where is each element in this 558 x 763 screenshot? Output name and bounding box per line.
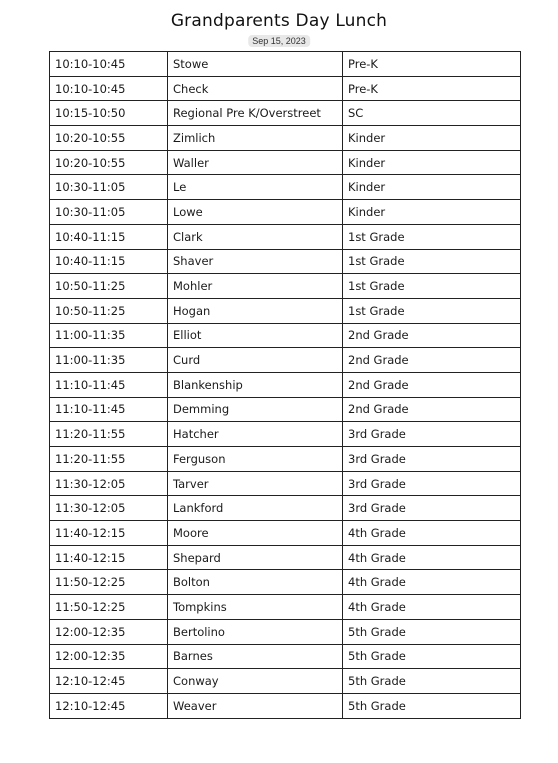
page-title: Grandparents Day Lunch — [170, 11, 388, 31]
time-cell: 10:15-10:50 — [50, 101, 168, 126]
grade-cell: 2nd Grade — [343, 397, 521, 422]
grade-cell: Kinder — [343, 175, 521, 200]
teacher-cell: Weaver — [168, 693, 343, 718]
grade-cell: Kinder — [343, 200, 521, 225]
grade-cell: 2nd Grade — [343, 372, 521, 397]
grade-cell: 2nd Grade — [343, 348, 521, 373]
table-row — [50, 521, 521, 546]
table-row — [50, 447, 521, 472]
teacher-cell: Le — [168, 175, 343, 200]
grade-cell: 5th Grade — [343, 619, 521, 644]
table-row — [50, 693, 521, 718]
grade-cell: 5th Grade — [343, 644, 521, 669]
table-row — [50, 224, 521, 249]
time-cell: 10:20-10:55 — [50, 150, 168, 175]
teacher-cell: Tompkins — [168, 595, 343, 620]
time-cell: 11:30-12:05 — [50, 471, 168, 496]
teacher-cell: Ferguson — [168, 447, 343, 472]
time-cell: 10:10-10:45 — [50, 52, 168, 77]
teacher-cell: Shepard — [168, 545, 343, 570]
grade-cell: 1st Grade — [343, 224, 521, 249]
teacher-cell: Zimlich — [168, 126, 343, 151]
table-row — [50, 175, 521, 200]
teacher-cell: Conway — [168, 669, 343, 694]
table-row — [50, 570, 521, 595]
table-row — [50, 76, 521, 101]
grade-cell: Pre-K — [343, 76, 521, 101]
table-row — [50, 619, 521, 644]
table-row — [50, 200, 521, 225]
time-cell: 10:50-11:25 — [50, 298, 168, 323]
time-cell: 12:00-12:35 — [50, 619, 168, 644]
time-cell: 12:00-12:35 — [50, 644, 168, 669]
schedule-body — [50, 52, 521, 719]
table-row — [50, 496, 521, 521]
teacher-cell: Mohler — [168, 274, 343, 299]
teacher-cell: Curd — [168, 348, 343, 373]
time-cell: 11:10-11:45 — [50, 397, 168, 422]
table-row — [50, 545, 521, 570]
table-row — [50, 150, 521, 175]
teacher-cell: Hogan — [168, 298, 343, 323]
table-row — [50, 249, 521, 274]
table-row — [50, 101, 521, 126]
grade-cell: SC — [343, 101, 521, 126]
table-row — [50, 52, 521, 77]
teacher-cell: Stowe — [168, 52, 343, 77]
time-cell: 11:20-11:55 — [50, 447, 168, 472]
table-row — [50, 644, 521, 669]
teacher-cell: Clark — [168, 224, 343, 249]
time-cell: 10:50-11:25 — [50, 274, 168, 299]
table-row — [50, 348, 521, 373]
table-row — [50, 397, 521, 422]
teacher-cell: Elliot — [168, 323, 343, 348]
time-cell: 10:30-11:05 — [50, 200, 168, 225]
grade-cell: 3rd Grade — [343, 447, 521, 472]
grade-cell: Kinder — [343, 150, 521, 175]
teacher-cell: Blankenship — [168, 372, 343, 397]
table-row — [50, 422, 521, 447]
teacher-cell: Bolton — [168, 570, 343, 595]
time-cell: 11:40-12:15 — [50, 521, 168, 546]
teacher-cell: Regional Pre K/Overstreet — [168, 101, 343, 126]
time-cell: 11:00-11:35 — [50, 348, 168, 373]
teacher-cell: Waller — [168, 150, 343, 175]
grade-cell: 1st Grade — [343, 274, 521, 299]
teacher-cell: Lowe — [168, 200, 343, 225]
table-row — [50, 669, 521, 694]
teacher-cell: Check — [168, 76, 343, 101]
grade-cell: 2nd Grade — [343, 323, 521, 348]
teacher-cell: Bertolino — [168, 619, 343, 644]
teacher-cell: Shaver — [168, 249, 343, 274]
date-chip[interactable]: Sep 15, 2023 — [248, 35, 310, 47]
table-row — [50, 274, 521, 299]
grade-cell: 5th Grade — [343, 669, 521, 694]
grade-cell: 4th Grade — [343, 595, 521, 620]
time-cell: 11:50-12:25 — [50, 595, 168, 620]
grade-cell: 5th Grade — [343, 693, 521, 718]
grade-cell: 1st Grade — [343, 298, 521, 323]
teacher-cell: Barnes — [168, 644, 343, 669]
time-cell: 10:40-11:15 — [50, 224, 168, 249]
table-row — [50, 298, 521, 323]
time-cell: 11:40-12:15 — [50, 545, 168, 570]
time-cell: 11:10-11:45 — [50, 372, 168, 397]
time-cell: 12:10-12:45 — [50, 693, 168, 718]
table-row — [50, 323, 521, 348]
time-cell: 10:20-10:55 — [50, 126, 168, 151]
teacher-cell: Lankford — [168, 496, 343, 521]
time-cell: 11:50-12:25 — [50, 570, 168, 595]
time-cell: 12:10-12:45 — [50, 669, 168, 694]
grade-cell: 4th Grade — [343, 570, 521, 595]
table-row — [50, 595, 521, 620]
time-cell: 11:30-12:05 — [50, 496, 168, 521]
table-row — [50, 126, 521, 151]
grade-cell: 3rd Grade — [343, 496, 521, 521]
grade-cell: 3rd Grade — [343, 471, 521, 496]
time-cell: 10:40-11:15 — [50, 249, 168, 274]
lunch-schedule-table — [49, 51, 521, 719]
time-cell: 11:20-11:55 — [50, 422, 168, 447]
time-cell: 11:00-11:35 — [50, 323, 168, 348]
time-cell: 10:10-10:45 — [50, 76, 168, 101]
grade-cell: 4th Grade — [343, 545, 521, 570]
table-row — [50, 372, 521, 397]
grade-cell: 4th Grade — [343, 521, 521, 546]
table-row — [50, 471, 521, 496]
grade-cell: 1st Grade — [343, 249, 521, 274]
grade-cell: Kinder — [343, 126, 521, 151]
teacher-cell: Hatcher — [168, 422, 343, 447]
time-cell: 10:30-11:05 — [50, 175, 168, 200]
grade-cell: 3rd Grade — [343, 422, 521, 447]
teacher-cell: Demming — [168, 397, 343, 422]
grade-cell: Pre-K — [343, 52, 521, 77]
teacher-cell: Tarver — [168, 471, 343, 496]
teacher-cell: Moore — [168, 521, 343, 546]
